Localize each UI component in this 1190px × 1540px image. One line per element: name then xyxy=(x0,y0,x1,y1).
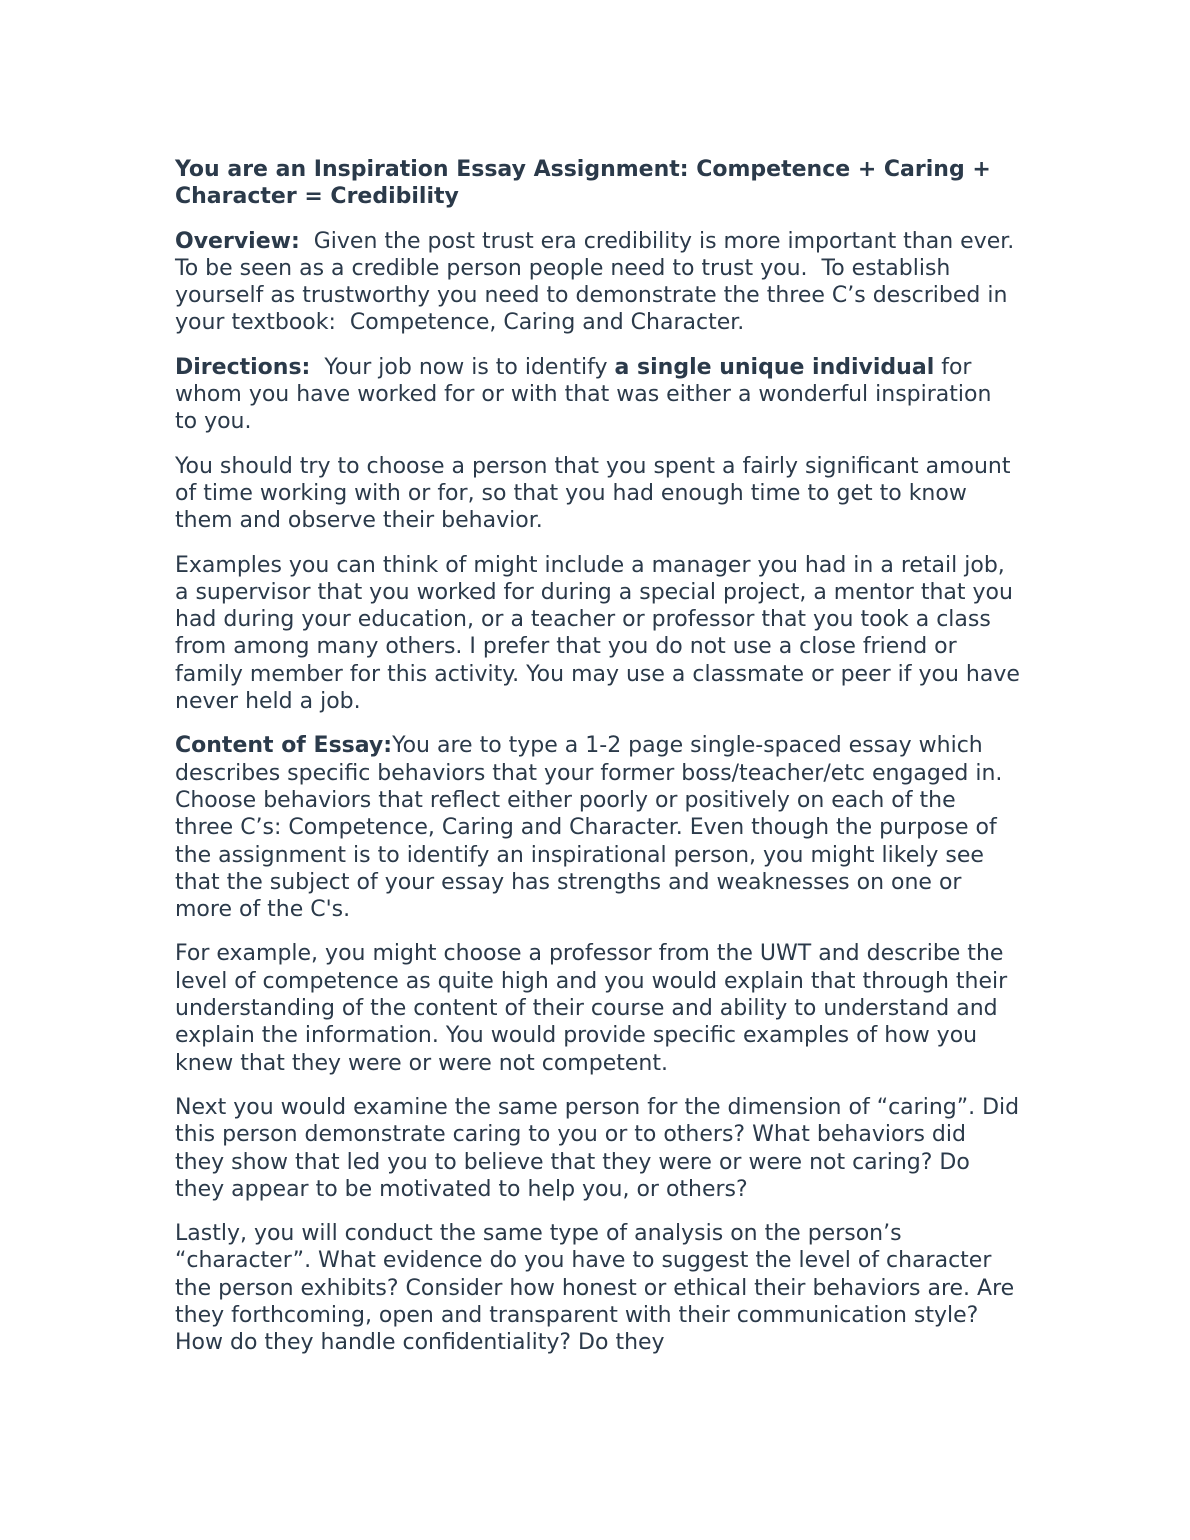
content-paragraph xyxy=(175,732,1020,923)
overview-paragraph xyxy=(175,228,1036,337)
choose-person-paragraph: You should try to choose a person that you spent a fairly significant amount of time working with or for, so that you had enough time to get to know them and observe their behavior. xyxy=(175,453,1011,534)
directions-paragraph xyxy=(175,354,1020,436)
directions-text-before: Your job now is to identify xyxy=(310,354,615,380)
overview-label: Overview: xyxy=(175,228,300,254)
overview-text: Given the post trust era credibility is more important than ever. To be seen as a credible person people need to trust you. To establish yourself as trustworthy you need to demonstrate the three C’s described in your textbook: Competence, Caring and Character. xyxy=(175,228,1036,336)
content-label: Content of Essay: xyxy=(175,733,393,759)
document-title: You are an Inspiration Essay Assignment: Competence + Caring + Character = Credibility xyxy=(175,157,991,210)
for-example-paragraph: For example, you might choose a professor from the UWT and describe the level of competence as quite high and you would explain that through their understanding of the content of their course and ability to understand and explain the information. You would provide specific examples of how you knew that they were or were not competent. xyxy=(175,941,1008,1076)
content-text: You are to type a 1-2 page single-spaced essay which describes specific behaviors that your former boss/teacher/etc engaged in. Choose behaviors that reflect either poorly or positively on each of the three C’s: Competence, Caring and Character. Even though the purpose of the assignment is to identify an inspirational person, you might likely see that the subject of your essay has strengths and weaknesses on one or more of the C's. xyxy=(175,733,1003,923)
directions-emphasis: a single unique individual xyxy=(614,354,935,380)
caring-paragraph: Next you would examine the same person for the dimension of “caring”. Did this person demonstrate caring to you or to others? What behaviors did they show that led you to believe that they were or were not caring? Do they appear to be motivated to help you, or others? xyxy=(175,1094,1020,1202)
directions-text-after: for whom you have worked for or with that was either a wonderful inspiration to you. xyxy=(175,354,992,435)
examples-paragraph: Examples you can think of might include a manager you had in a retail job, a supervisor that you worked for during a special project, a mentor that you had during your education, or a teacher or professor that you took a class from among many others. I prefer that you do not use a close friend or family member for this activity. You may use a classmate or peer if you have never held a job. xyxy=(175,552,1020,715)
character-paragraph: Lastly, you will conduct the same type of analysis on the person’s “character”. What evidence do you have to suggest the level of character the person exhibits? Consider how honest or ethical their behaviors are. Are they forthcoming, open and transparent with their communication style? How do they handle confidentiality? Do they xyxy=(175,1221,1015,1356)
directions-label: Directions: xyxy=(175,354,311,380)
document-page xyxy=(175,156,1036,1374)
